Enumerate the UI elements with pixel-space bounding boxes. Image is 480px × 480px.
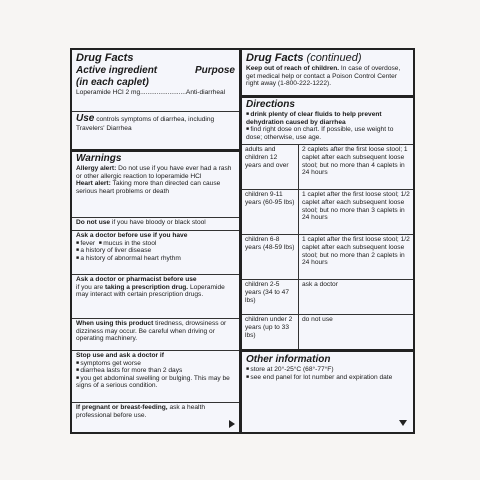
table-row	[242, 235, 413, 280]
do-not-use-text: if you have bloody or black stool	[111, 219, 206, 226]
keep-out-text: In case of overdose, get medical help or contact a Poison Control Center right away (1-800-222-1222).	[246, 65, 401, 88]
dose-cell: 1 caplet after the first loose stool; 1/2 caplet after each subsequent loose stool; but no more than 3 caplets in 24 hours	[299, 190, 414, 235]
table-row	[242, 280, 413, 315]
use-text: controls symptoms of diarrhea, including Travelers' Diarrhea	[76, 116, 215, 132]
ask-pharmacist-text2: Loperamide may interact with certain prescription drugs.	[76, 283, 225, 299]
stop-use-2: ■ diarrhea lasts for more than 2 days	[76, 367, 235, 375]
ask-doctor-section	[72, 231, 239, 275]
ask-pharmacist-section	[72, 275, 239, 319]
stop-use-section	[72, 351, 239, 403]
ask-pharmacist-if: if you are	[76, 283, 104, 291]
dose-cell: ask a doctor	[299, 280, 414, 315]
dose-cell: 1 caplet after the first loose stool; 1/2 caplet after each subsequent loose stool; but no more than 2 caplets in 24 hours	[299, 235, 414, 280]
directions-2: ■ find right dose on chart. If possible, use weight to dose; otherwise, use age.	[246, 126, 409, 141]
dose-cell: do not use	[299, 315, 414, 351]
pregnancy-label: If pregnant or breast-feeding,	[76, 404, 168, 411]
table-row	[242, 145, 413, 190]
use-heading: Use	[76, 113, 95, 124]
purpose-heading: Purpose	[194, 65, 235, 76]
age-cell: children 9-11 years (60-95 lbs)	[242, 190, 299, 235]
ask-doctor-heading: Ask a doctor before use if you have	[76, 232, 188, 239]
drug-facts-title: Drug Facts	[76, 52, 134, 64]
ask-doctor-heart: ■ a history of abnormal heart rhythm	[76, 255, 235, 263]
do-not-use-section	[72, 218, 239, 231]
allergy-alert-label: Allergy alert:	[76, 165, 117, 172]
other-info-heading: Other information	[246, 354, 331, 366]
when-using-text: tiredness, drowsiness or dizziness may occur. Be careful when driving or operating machinery.	[76, 320, 227, 343]
pregnancy-section	[72, 403, 239, 420]
continue-down-arrow-icon	[399, 420, 407, 426]
age-cell: children 6-8 years (48-59 lbs)	[242, 235, 299, 280]
heart-alert-label: Heart alert:	[76, 180, 111, 188]
warnings-heading: Warnings	[76, 153, 122, 164]
age-cell: children 2-5 years (34 to 47 lbs)	[242, 280, 299, 315]
right-column	[242, 50, 413, 432]
active-ingredient-sub: (in each caplet)	[76, 77, 149, 88]
ask-pharmacist-heading: Ask a doctor or pharmacist before use	[76, 276, 197, 283]
stop-use-heading: Stop use and ask a doctor if	[76, 352, 164, 359]
left-column	[72, 50, 242, 432]
other-info-section	[242, 352, 413, 383]
dose-cell: 2 caplets after the first loose stool; 1 caplet after each subsequent loose stool; but no more than 4 caplets in 24 hours	[299, 145, 414, 190]
directions-heading: Directions	[246, 99, 295, 110]
do-not-use-label: Do not use	[76, 219, 111, 226]
table-row	[242, 190, 413, 235]
stop-use-1: ■ symptoms get worse	[76, 360, 235, 368]
drug-facts-continued-title: Drug Facts	[246, 52, 304, 64]
age-cell: children under 2 years (up to 33 lbs)	[242, 315, 299, 351]
dosage-table	[242, 144, 413, 352]
age-cell: adults and children 12 years and over	[242, 145, 299, 190]
keep-out-section	[242, 50, 413, 98]
when-using-label: When using this product	[76, 320, 154, 327]
ask-pharmacist-text1: taking a prescription drug.	[104, 283, 189, 291]
ask-doctor-liver: ■ a history of liver disease	[76, 247, 235, 255]
active-ingredient-line: Loperamide HCl 2 mg.........................Anti-diarrheal	[76, 89, 226, 96]
active-ingredient-section	[72, 50, 239, 112]
pregnancy-text: ask a health professional before use.	[76, 404, 205, 419]
ask-doctor-mucus: ■ mucus in the stool	[99, 240, 157, 247]
allergy-alert-text: Do not use if you have ever had a rash or other allergic reaction to loperamide HCl	[76, 165, 232, 180]
other-info-2: ■ see end panel for lot number and expiration date	[246, 374, 409, 382]
directions-1: ■ drink plenty of clear fluids to help prevent dehydration caused by diarrhea	[246, 111, 409, 126]
continued-label: (continued)	[306, 52, 362, 64]
other-info-1: ■ store at 20°-25°C (68°-77°F)	[246, 366, 409, 374]
keep-out-label: Keep out of reach of children.	[246, 65, 340, 72]
drug-facts-label	[70, 48, 415, 434]
use-section	[72, 112, 239, 152]
continue-arrow-icon	[229, 420, 235, 428]
ask-doctor-fever: ■ fever	[76, 240, 95, 247]
table-row	[242, 315, 413, 351]
warnings-section	[72, 152, 239, 218]
when-using-section	[72, 319, 239, 351]
directions-section	[242, 98, 413, 144]
stop-use-3: ■ you get abdominal swelling or bulging. This may be signs of a serious condition.	[76, 375, 235, 390]
heart-alert-text: Taking more than directed can cause serious heart problems or death	[76, 180, 221, 195]
active-ingredient-heading: Active ingredient	[76, 65, 158, 76]
